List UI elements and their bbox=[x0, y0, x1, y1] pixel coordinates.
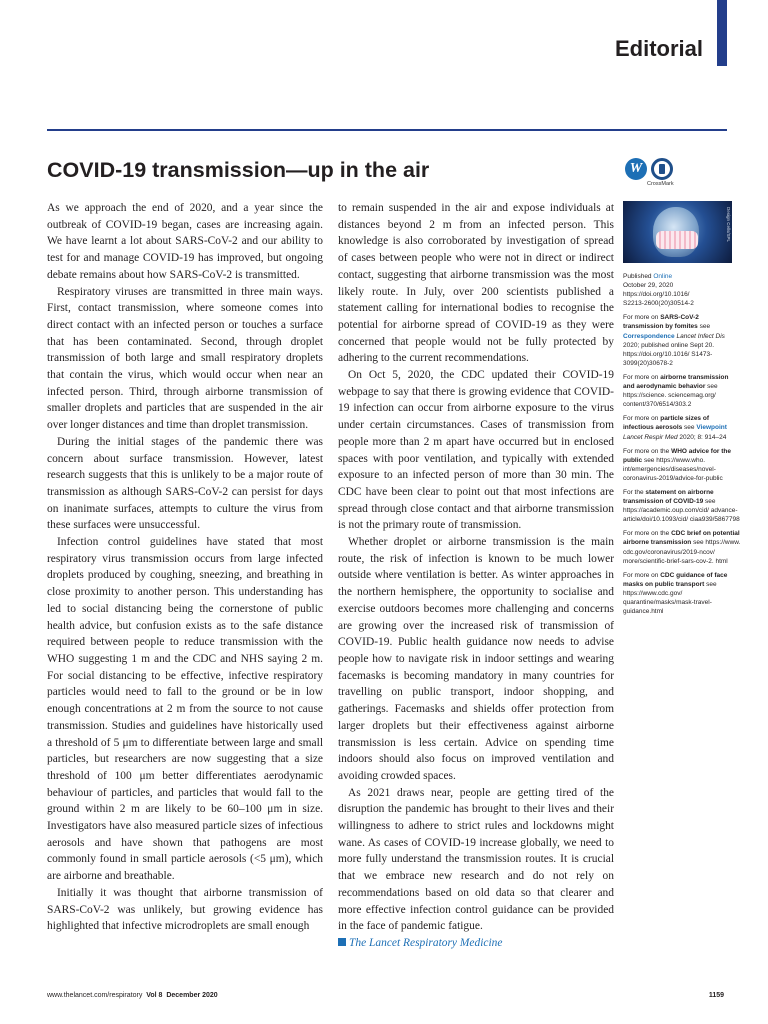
published-label: Published bbox=[623, 273, 654, 280]
paragraph: On Oct 5, 2020, the CDC updated their COVID-19 webpage to say that there is growing evidence that COVID-19 infection can occur from airborne exposure to the virus under certain circumstances. Cases of transmission from people more than 2 m apart have occurred but in enclosed spaces with poor ventilation, and typically with extended exposure to an infected person of more than 30 min. The CDC have been clear to point out that most infections are spread through close contact and that airborne transmission is not the primary route of transmission. bbox=[338, 369, 614, 532]
paragraph: Respiratory viruses are transmitted in three main ways. First, contact transmission, where someone comes into direct contact with an infected person or touches a surface that has been contaminated. Second, through droplet transmission of both large and small respiratory droplets that contain the virus, which would occur when near an infected person. Third, through airborne transmission of smaller droplets and particles that are suspended in the air over longer distances and time than droplet transmission. bbox=[47, 285, 323, 432]
note-text: For more on bbox=[623, 415, 661, 423]
footer-citation bbox=[47, 992, 218, 999]
note-text: see bbox=[697, 323, 711, 331]
sidebar-note bbox=[623, 529, 741, 565]
section-color-bar bbox=[717, 0, 727, 66]
note-topic: SARS-CoV-2 transmission by fomites bbox=[623, 314, 699, 331]
figure-image bbox=[623, 201, 732, 263]
sidebar-note bbox=[623, 414, 741, 441]
signature-square-icon bbox=[338, 938, 346, 946]
paragraph: Infection control guidelines have stated that most respiratory virus transmission occurs from large infected droplets produced by coughing, sneezing, and breathing in close proximity to another person. This understanding has led to social distancing being the cornerstone of public health advice, but confusion exists as to the safe distance required between people to reduce transmission with the WHO suggesting 1 m and the CDC and NHS saying 2 m. For social distancing to be effective, infective respiratory particles would need to fall to the ground or be in low enough concentrations at 2 m from the source to not cause transmission. Studies and guidelines have historically used a threshold of 5 μm to differentiate between large and small particles, but researchers are now suggesting that a size threshold of 100 μm better differentiates aerodynamic behaviour of particles, and particles that would fall to the ground within 2 m are likely to be 60–100 μm in size. Investigators have also measured particle sizes of infectious aerosols and have shown that pathogens are most commonly found in small particle aerosols (<5 μm), which are airborne and breathable. bbox=[47, 536, 323, 883]
note-text: For more on bbox=[623, 571, 661, 579]
note-text: For more on bbox=[623, 373, 661, 381]
paragraph: Initially it was thought that airborne transmission of SARS-CoV-2 was unlikely, but growing evidence has highlighted that infective microdroplets are small enough bbox=[47, 886, 323, 933]
note-topic: CDC brief on potential airborne transmission bbox=[623, 530, 740, 547]
sidebar-note bbox=[623, 447, 741, 483]
paragraph: Whether droplet or airborne transmission is the main route, the risk of infection is known to be much lower outside where ventilation is better. As winter approaches in the northern hemisphere, the opportunity to socialise and exercise outdoors becomes more challenging and concerns are growing over the increased risk of transmission of COVID-19. Public health guidance now needs to advise people how to navigate risk in indoor settings and wearing facemasks is becoming mandatory in many countries for travelling on public transport, indoor shopping, and gatherings. Facemasks and shields offer protection from larger droplets but their effectiveness against airborne transmission is less certain. Advice on spending time indoors should also focus on improved ventilation and avoiding crowded spaces. bbox=[338, 536, 614, 782]
note-reference: see https://academic.oup.com/cid/ advance-article/doi/10.1093/cid/ ciaa939/5867798 bbox=[623, 498, 740, 524]
body-column-2 bbox=[338, 200, 614, 952]
note-topic: particle sizes of infectious aerosols bbox=[623, 415, 709, 432]
paragraph: As 2021 draws near, people are getting tired of the disruption the pandemic has brought to their lives and their willingness to adhere to strict rules and lockdowns might wane. As cases of COVID-19 increase globally, we need to more fully understand the transmission routes. It is crucial that we embrace new research and do not rely on recommendations based on old data so that clearer and more effective infection control guidance can be provided in the face of pandemic fatigue. bbox=[338, 786, 614, 933]
note-reference: see https://science. sciencemag.org/ content/370/6514/303.2 bbox=[623, 383, 718, 409]
section-label: Editorial bbox=[614, 36, 703, 61]
note-text: For more on the bbox=[623, 447, 672, 455]
footer-url[interactable]: www.thelancet.com/respiratory bbox=[47, 992, 143, 999]
note-reference: 2020; published online Sept 20. https://doi.org/10.1016/ S1473-3099(20)30678-2 bbox=[623, 341, 715, 367]
crossmark-label: CrossMark bbox=[647, 181, 674, 187]
sidebar-note bbox=[623, 373, 741, 409]
paragraph: During the initial stages of the pandemic there was concern about surface transmission. However, latest research suggests that this is unlikely to be a major route of transmission as although SARS-CoV-2 can persist for days on inanimate surfaces, attempts to culture the virus from these surfaces were unsuccessful. bbox=[47, 435, 323, 532]
doi-link-cont[interactable]: S2213-2600(20)30514-2 bbox=[623, 300, 694, 308]
paragraph: As we approach the end of 2020, and a year since the outbreak of COVID-19 began, cases are increasing again. We have learnt a lot about SARS-CoV-2 and our ability to test for and manage COVID-19 has improved, but ongoing debate remains about how SARS-CoV-2 is transmitted. bbox=[47, 202, 323, 281]
header-rule bbox=[47, 129, 727, 131]
facemask-illustration bbox=[656, 231, 698, 249]
sidebar-note bbox=[623, 571, 741, 616]
note-text: For the bbox=[623, 488, 646, 496]
page-number: 1159 bbox=[708, 992, 724, 999]
note-text: For more on bbox=[623, 314, 661, 322]
body-column-1 bbox=[47, 200, 323, 935]
note-text: see bbox=[682, 424, 697, 432]
note-journal: Lancet Infect Dis bbox=[676, 332, 725, 340]
sidebar-notes bbox=[623, 313, 741, 616]
note-reference: see https://www.cdc.gov/ quarantine/masks/mask-travel-guidance.html bbox=[623, 580, 717, 616]
note-topic: WHO advice for the public bbox=[623, 447, 732, 464]
paragraph: to remain suspended in the air and expose individuals at distances beyond 2 m from an infected person. This knowledge is also corroborated by investigation of spread of cases between people who were not in direct or indirect contact, suggesting that airborne transmission was the most likely route. In July, over 200 scientists published a statement calling for international bodies to recognise the potential for airborne spread of COVID-19 as they were concerned that people would not be fully protected by adhering to the current recommendations. bbox=[338, 202, 614, 365]
note-topic: CDC guidance of face masks on public transport bbox=[623, 571, 728, 588]
note-topic: statement on airborne transmission of COVID-19 bbox=[623, 488, 714, 506]
journal-signature bbox=[338, 935, 614, 952]
published-info bbox=[623, 272, 741, 308]
open-access-icon[interactable]: W bbox=[625, 158, 647, 180]
footer-date: December 2020 bbox=[166, 992, 218, 999]
footer-volume: Vol 8 bbox=[146, 992, 163, 999]
signature-text: The Lancet Respiratory Medicine bbox=[349, 936, 503, 949]
crossmark-icon[interactable] bbox=[651, 158, 673, 180]
note-journal: Lancet Respir Med bbox=[623, 433, 678, 441]
sidebar-note bbox=[623, 488, 741, 524]
note-link[interactable]: Viewpoint bbox=[696, 424, 727, 432]
published-online-link[interactable]: Online bbox=[653, 273, 673, 280]
sidebar-note bbox=[623, 313, 741, 368]
note-link[interactable]: Correspondence bbox=[623, 332, 675, 340]
article-title: COVID-19 transmission—up in the air bbox=[47, 158, 430, 182]
note-reference: see https://www.who. int/emergencies/diseases/novel-coronavirus-2019/advice-for-public bbox=[623, 456, 723, 482]
doi-link[interactable]: https://doi.org/10.1016/ bbox=[623, 291, 690, 299]
published-date: October 29, 2020 bbox=[623, 282, 674, 290]
note-text: For more on the bbox=[623, 530, 672, 538]
note-reference: 2020; 8: 914–24 bbox=[677, 433, 727, 441]
badges bbox=[623, 158, 675, 190]
image-credit: Design Cells/SPL bbox=[726, 207, 731, 243]
note-topic: airborne transmission and aerodynamic behavior bbox=[623, 373, 729, 391]
sidebar bbox=[623, 272, 741, 621]
note-reference: see https://www. cdc.gov/coronavirus/2019-ncov/ more/scientific-brief-sars-cov-2. html bbox=[623, 539, 741, 565]
